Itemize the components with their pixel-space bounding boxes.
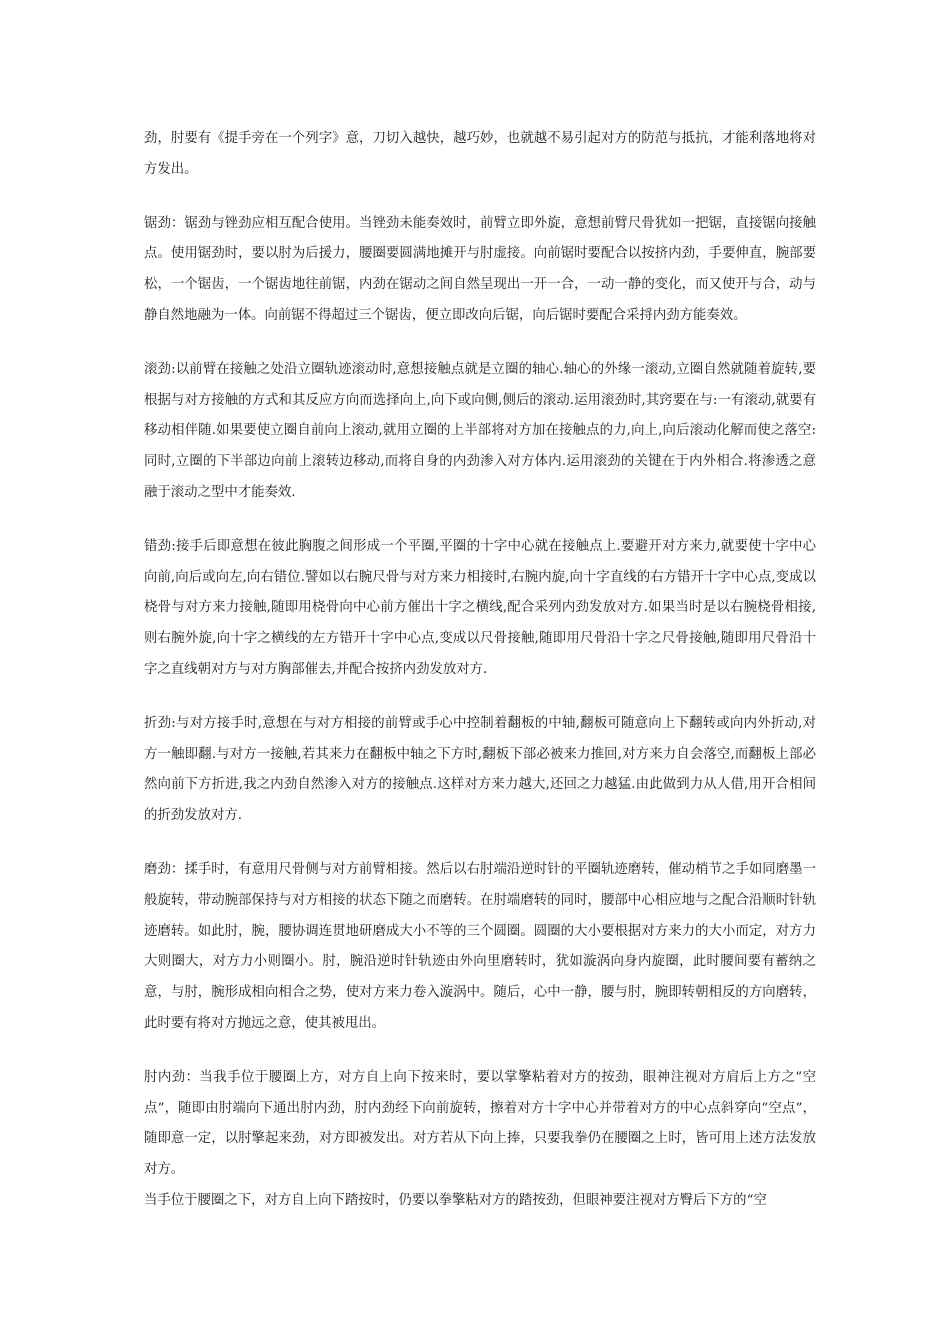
paragraph-zhe-jin: 折劲:与对方接手时,意想在与对方相接的前臂或手心中控制着翻板的中轴,翻板可随意向上下翻转或向内外折动,对方一触即翻.与对方一接触,若其来力在翻板中轴之下方时,翻板下部必被来力推回,对方来力自会落空,而翻板上部必然向前下方折进,我之内劲自然渗入对方的接触点.这样对方来力越大,还回之力越猛.由此做到力从人借,用开合相间的折劲发放对方. [144, 715, 816, 824]
paragraph-below-waist: 当手位于腰圈之下，对方自上向下踏按时，仍要以拳擎粘对方的踏按劲，但眼神要注视对方臀后下方的“空 [144, 1192, 767, 1208]
paragraph-continuation: 劲，肘要有《提手旁在一个列字》意，刀切入越快，越巧妙，也就越不易引起对方的防范与抵抗，才能利落地将对方发出。 [144, 131, 816, 177]
paragraph-mo-jin: 磨劲：揉手时，有意用尺骨侧与对方前臂相接。然后以右肘端沿逆时针的平圈轨迹磨转，催动梢节之手如同磨墨一般旋转，带动腕部保持与对方相接的状态下随之而磨转。在肘端磨转的同时，腰部中心相应地与之配合沿顺时针轨迹磨转。如此肘，腕，腰协调连贯地研磨成大小不等的三个圆圈。圆圈的大小要根据对方来力的大小而定，对方力大则圈大，对方力小则圈小。肘，腕沿逆时针轨迹由外向里磨转时，犹如漩涡向身内旋圈，此时腰间要有蓄纳之意，与肘，腕形成相向相合之势，使对方来力卷入漩涡中。随后，心中一静，腰与肘，腕即转朝相反的方向磨转，此时要有将对方抛远之意，使其被甩出。 [144, 861, 816, 1031]
paragraph-zhou-nei-jin: 肘内劲：当我手位于腰圈上方，对方自上向下按来时，要以掌擎粘着对方的按劲，眼神注视对方肩后上方之“空点”，随即由肘端向下通出肘内劲，肘内劲经下向前旋转，擦着对方十字中心并带着对方的中心点斜穿向“空点”，随即意一定，以肘擎起来劲，对方即被发出。对方若从下向上捧，只要我拳仍在腰圈之上时，皆可用上述方法发放对方。 [144, 1069, 816, 1178]
paragraph-cuo-jin: 错劲:接手后即意想在彼此胸腹之间形成一个平圈,平圈的十字中心就在接触点上.要避开对方来力,就要使十字中心向前,向后或向左,向右错位.譬如以右腕尺骨与对方来力相接时,右腕内旋,向十字直线的右方错开十字中心点,变成以桡骨与对方来力接触,随即用桡骨向中心前方催出十字之横线,配合采列内劲发放对方.如果当时是以右腕桡骨相接,则右腕外旋,向十字之横线的左方错开十字中心点,变成以尺骨接触,随即用尺骨沿十字之尺骨接触,随即用尺骨沿十字之直线朝对方与对方胸部催去,并配合按挤内劲发放对方. [144, 538, 816, 677]
document-page [144, 124, 816, 1217]
paragraph-gun-jin: 滚劲:以前臂在接触之处沿立圈轨迹滚动时,意想接触点就是立圈的轴心.轴心的外缘一滚动,立圈自然就随着旋转,要根据与对方接触的方式和其反应方向而选择向上,向下或向侧,侧后的滚动.运用滚劲时,其窍要在与:一有滚动,就要有移动相伴随.如果要使立圈自前向上滚动,就用立圈的上半部将对方加在接触点的力,向上,向后滚动化解而使之落空:同时,立圈的下半部边向前上滚转边移动,而将自身的内劲渗入对方体内.运用滚劲的关键在于内外相合.将渗透之意融于滚动之型中才能奏效. [144, 361, 816, 500]
paragraph-ju-jin: 锯劲：锯劲与锉劲应相互配合使用。当锉劲未能奏效时，前臂立即外旋，意想前臂尺骨犹如一把锯，直接锯向接触点。使用锯劲时，要以肘为后援力，腰圈要圆满地摊开与肘虚接。向前锯时要配合以按挤内劲，手要伸直，腕部要松，一个锯齿，一个锯齿地往前锯，内劲在锯动之间自然呈现出一开一合，一动一静的变化，而又使开与合，动与静自然地融为一体。向前锯不得超过三个锯齿，便立即改向后锯，向后锯时要配合采捋内劲方能奏效。 [144, 215, 816, 323]
